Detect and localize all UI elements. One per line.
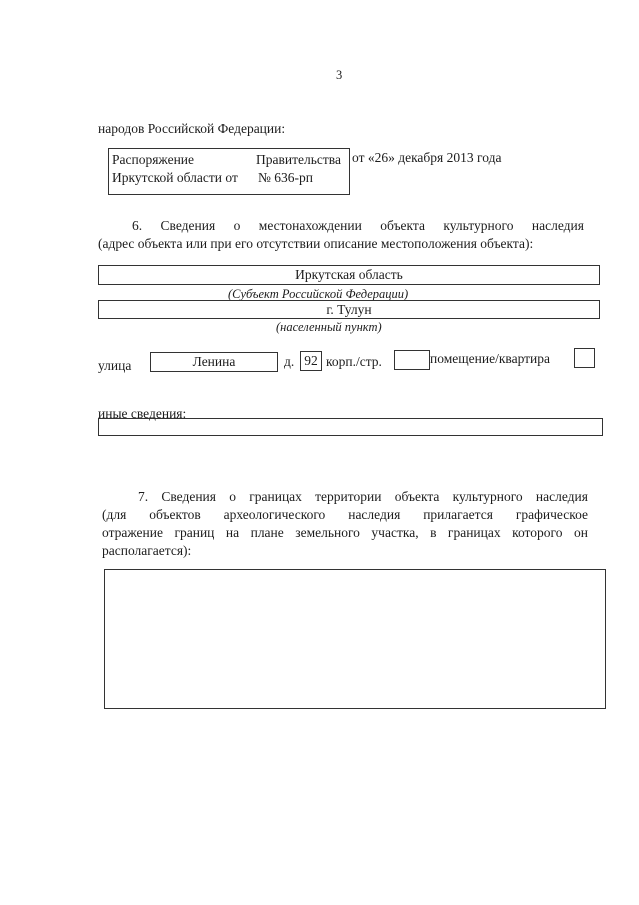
word: графическое: [515, 507, 588, 522]
word: он: [573, 525, 588, 540]
word: на: [225, 525, 240, 540]
other-label: иные сведения:: [98, 406, 187, 421]
word: объектов: [149, 507, 201, 522]
decree-line1-left: Распоряжение: [112, 152, 195, 167]
street-label: улица: [98, 358, 132, 373]
word: территории: [315, 489, 382, 504]
house-field[interactable]: [300, 351, 322, 371]
word: культурного: [443, 218, 514, 233]
locality-caption: (населенный пункт): [276, 320, 382, 334]
building-label: корп./стр.: [326, 354, 382, 369]
word: 7.: [138, 489, 149, 504]
word: земельного: [295, 525, 360, 540]
section6-line2: (адрес объекта или при его отсутствии описание местоположения объекта):: [98, 236, 534, 251]
locality-field[interactable]: [98, 300, 600, 319]
word: которого: [512, 525, 563, 540]
word: наследия: [348, 507, 401, 522]
building-field[interactable]: [394, 350, 430, 370]
house-value: 92: [304, 353, 318, 368]
word: о: [233, 218, 241, 233]
word: границах: [447, 525, 501, 540]
locality-value: г. Тулун: [326, 302, 372, 317]
word: Сведения: [160, 218, 216, 233]
apartment-label: помещение/квартира: [430, 351, 551, 366]
word: объекта: [380, 218, 425, 233]
word: прилагается: [423, 507, 493, 522]
word: наследия: [535, 489, 588, 504]
word: Сведения: [161, 489, 216, 504]
section6-line1: [132, 218, 584, 234]
word: участка,: [371, 525, 419, 540]
region-field[interactable]: [98, 265, 600, 285]
word: (для: [102, 507, 127, 522]
word: местонахождении: [258, 218, 362, 233]
street-value: Ленина: [192, 354, 236, 369]
region-caption: (Субъект Российской Федерации): [228, 287, 409, 301]
street-field[interactable]: [150, 352, 278, 372]
word: наследия: [531, 218, 584, 233]
word: археологического: [223, 507, 326, 522]
word: 6.: [132, 218, 143, 233]
word: границ: [174, 525, 215, 540]
word: объекта: [394, 489, 440, 504]
decree-line2-left: Иркутской области от: [112, 170, 238, 185]
word: границах: [249, 489, 302, 504]
word: культурного: [452, 489, 523, 504]
boundary-field[interactable]: [104, 569, 606, 709]
section7-line4: располагается):: [102, 543, 192, 558]
other-field[interactable]: [98, 418, 603, 436]
decree-line1-after: от «26» декабря 2013 года: [352, 150, 502, 165]
region-value: Иркутская область: [295, 267, 403, 282]
page-number: 3: [336, 68, 343, 82]
section7-line2: [102, 507, 588, 523]
word: отражение: [102, 525, 163, 540]
word: о: [229, 489, 236, 504]
apartment-field[interactable]: [574, 348, 595, 368]
section7-line3: [102, 525, 588, 541]
word: плане: [250, 525, 284, 540]
intro-line: народов Российской Федерации:: [98, 121, 286, 136]
decree-line2-right: № 636-рп: [258, 170, 313, 185]
house-label: д.: [284, 354, 295, 369]
decree-line1-right: Правительства: [256, 152, 341, 167]
word: в: [430, 525, 437, 540]
section7-line1: [138, 489, 588, 505]
